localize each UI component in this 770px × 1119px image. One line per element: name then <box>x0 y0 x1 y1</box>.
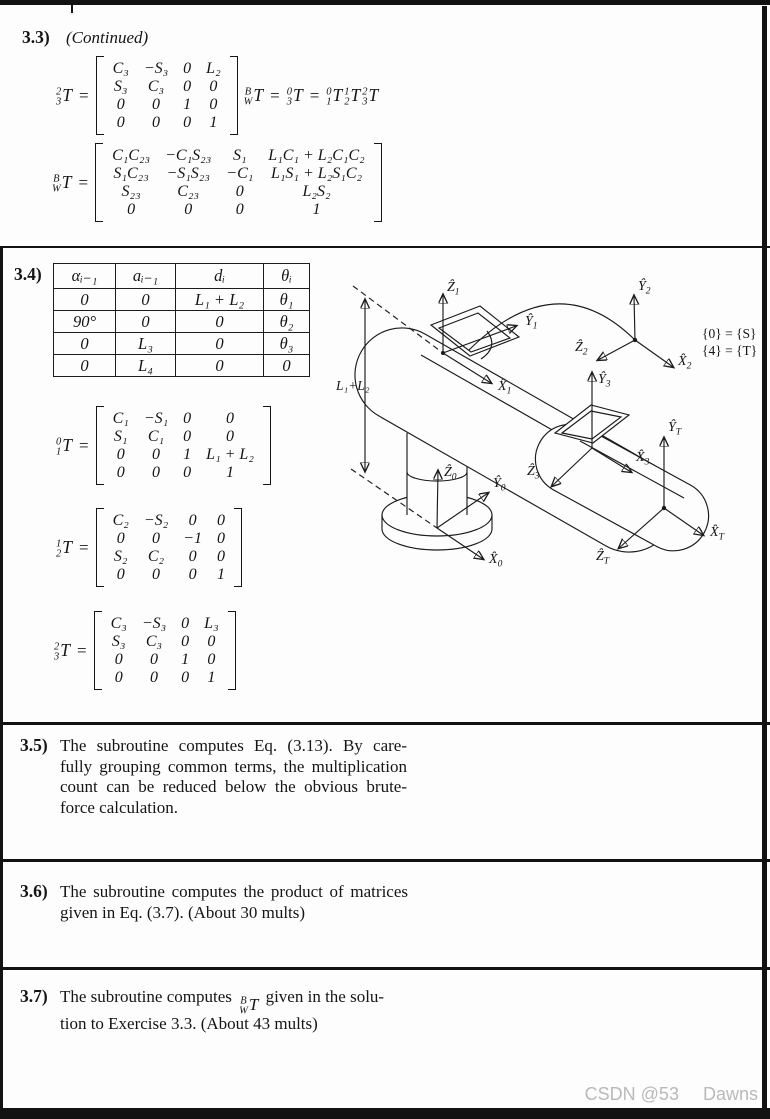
section-divider-1 <box>0 246 770 248</box>
y1-axis-label: $Ŷ_1$ <box>525 314 538 332</box>
x2-axis-arrow <box>635 340 673 367</box>
matrix-cell: 0 <box>116 96 125 113</box>
table-cell: L₃ <box>116 333 176 355</box>
matrix-cell: 0 <box>116 464 125 481</box>
matrix-cell: 0 <box>114 669 123 686</box>
text-line: The subroutine computes Eq. (3.13). By care- <box>60 736 407 755</box>
matrix-cell: −C₁S₂₃ <box>165 147 212 164</box>
page-border-bottom <box>0 1108 770 1119</box>
table-cell: 0 <box>116 289 176 311</box>
prescript-sup: 2 <box>56 86 62 98</box>
matrix-cell: 0 <box>183 60 192 77</box>
matrix-cell: 0 <box>209 78 218 95</box>
matrix-cell: 0 <box>151 566 160 583</box>
matrix-cell: S₂ <box>113 548 128 565</box>
matrix-cell: 0 <box>209 96 218 113</box>
matrix-cell: 1 <box>226 464 235 481</box>
text-line: The subroutine computes the product of matrices <box>60 882 408 901</box>
bracket-left <box>96 406 104 485</box>
t23-prescript <box>56 86 72 105</box>
section-divider-3 <box>0 859 770 862</box>
matrix-cell: L₂S₂ <box>302 183 331 200</box>
t23-prescript: 2 3 T <box>362 85 379 107</box>
frame-note-2: {4} = {T} <box>702 343 758 358</box>
equation-t23 <box>54 611 236 690</box>
matrix-cell: 0 <box>183 428 192 445</box>
matrix-cell: 0 <box>235 183 244 200</box>
equals-sign: = <box>76 640 87 660</box>
matrix-cell: C₂ <box>147 548 165 565</box>
matrix-cell: 0 <box>116 530 125 547</box>
table-header-cell: dᵢ <box>176 264 264 289</box>
matrix-cell: S₂₃ <box>121 183 141 200</box>
matrix-cell: −S₁S₂₃ <box>166 165 210 182</box>
text-line <box>60 987 414 1014</box>
bracket-left <box>96 56 104 135</box>
z2-axis-arrow <box>598 340 635 360</box>
robot-arm-diagram <box>333 257 767 605</box>
matrix-cell: 0 <box>151 114 160 131</box>
table-header-cell: θᵢ <box>264 264 310 289</box>
problem-label-3-3: 3.3) <box>22 27 50 47</box>
dh-parameter-table <box>53 263 310 377</box>
matrix-cell: −C₁ <box>226 165 254 182</box>
tbw-prescript: B W T <box>52 172 72 194</box>
matrix-cell: 0 <box>226 410 235 427</box>
matrix-cell: 0 <box>116 446 125 463</box>
matrix-cell: C₁C₂₃ <box>112 147 151 164</box>
page-border-tick <box>71 0 73 13</box>
equals-sign: = <box>78 85 89 105</box>
matrix-cell: 0 <box>207 633 216 650</box>
matrix-cell: −S₂ <box>143 512 169 529</box>
table-cell: 0 <box>116 311 176 333</box>
matrix-cell: 0 <box>216 512 225 529</box>
bracket-right <box>228 611 236 690</box>
matrix-cell: C₂ <box>112 512 129 529</box>
matrix-cell: L₁C₁ + L₂C₁C₂ <box>268 147 365 164</box>
z2-axis-label: Ẑ$_2$ <box>575 340 588 358</box>
continued-label: (Continued) <box>66 28 149 47</box>
matrix-cell: 1 <box>183 446 192 463</box>
matrix-cell: C₁ <box>112 410 129 427</box>
dimension-label: L₁+L₂ <box>336 378 370 393</box>
z0-axis-label: Ẑ$_0$ <box>444 465 457 483</box>
matrix-cell: L₁S₁ + L₂S₁C₂ <box>270 165 363 182</box>
text-line: given in Eq. (3.7). (About 30 mults) <box>60 902 306 922</box>
table-cell: 0 <box>54 289 116 311</box>
matrix-cell: −S₃ <box>143 60 169 77</box>
y2-axis-arrow <box>634 296 635 340</box>
problem-label-3-5: 3.5) <box>20 735 48 755</box>
equation-3-3-chain <box>244 86 379 106</box>
t12-prescript: 1 2 T <box>344 85 361 107</box>
table-cell: 0 <box>176 355 264 377</box>
matrix-t23-b <box>94 611 236 690</box>
table-cell: 0 <box>176 311 264 333</box>
equals-sign: = <box>78 537 89 557</box>
table-cell: 90° <box>54 311 116 333</box>
matrix-cell: C₃ <box>145 633 163 650</box>
matrix-cell: 0 <box>216 548 225 565</box>
matrix-cell: 0 <box>149 669 158 686</box>
xt-axis-label: $X̂_T$ <box>710 525 724 543</box>
tbw-prescript: B W T <box>239 995 259 1016</box>
frame-note-1: {0} = {S} <box>702 326 757 341</box>
x3-axis-label: $X̂_3$ <box>636 450 650 468</box>
matrix-cell: 0 <box>181 633 190 650</box>
bracket-left <box>94 611 102 690</box>
matrix-cell: C₃ <box>147 78 165 95</box>
matrix-cell: 0 <box>116 114 125 131</box>
matrix-t12 <box>96 508 242 587</box>
matrix-cell: S₁C₂₃ <box>113 165 149 182</box>
problem-label-3-6: 3.6) <box>20 881 48 901</box>
table-row <box>54 333 310 355</box>
matrix-t23 <box>96 56 238 135</box>
matrix-cell: 0 <box>114 651 123 668</box>
matrix-cell: 1 <box>181 651 190 668</box>
table-cell: 0 <box>54 333 116 355</box>
table-header-cell: αᵢ₋₁ <box>54 264 116 289</box>
text-segment: given in the solu- <box>265 987 385 1006</box>
matrix-cell: 0 <box>183 78 192 95</box>
matrix-cell: 0 <box>226 428 235 445</box>
matrix-cell: L₃ <box>204 615 219 632</box>
matrix-cell: 0 <box>183 464 192 481</box>
equation-3-3-first <box>56 56 378 135</box>
matrix-cell: 0 <box>149 651 158 668</box>
matrix-cell: 0 <box>183 114 192 131</box>
equation-t12 <box>56 508 242 587</box>
equals-sign: = <box>78 172 89 192</box>
matrix-cell: 0 <box>188 548 197 565</box>
tbw-prescript: B W T <box>243 85 264 107</box>
matrix-cell: 0 <box>116 566 125 583</box>
table-cell: θ₃ <box>264 333 310 355</box>
matrix-cell: 1 <box>216 566 225 583</box>
yt-axis-label: $Ŷ_T$ <box>668 420 682 438</box>
t03-prescript: 0 3 T <box>286 85 303 107</box>
matrix-t01 <box>96 406 271 485</box>
watermark <box>585 1084 758 1105</box>
table-cell: 0 <box>176 333 264 355</box>
zt-axis-label: Ẑ$_T$ <box>596 549 610 567</box>
matrix-cell: C₁ <box>147 428 165 445</box>
bracket-left <box>95 143 103 222</box>
matrix-cell: 0 <box>151 96 160 113</box>
x1-axis-label: $X̂_1$ <box>498 379 512 397</box>
text-line: count can be reduced below the obvious brute- <box>60 777 407 796</box>
table-cell: L₄ <box>116 355 176 377</box>
table-cell: θ₂ <box>264 311 310 333</box>
matrix-tbw <box>95 143 382 222</box>
table-row <box>54 355 310 377</box>
matrix-cell: 0 <box>181 615 190 632</box>
t23-prescript: 2 3 T <box>54 640 70 662</box>
page-border-left <box>0 246 3 1119</box>
matrix-cell: 0 <box>151 446 160 463</box>
prescript-base: T <box>62 85 72 105</box>
z1-axis-label: Ẑ$_1$ <box>447 280 460 298</box>
equation-3-3-second <box>52 143 382 222</box>
matrix-cell: C₂₃ <box>177 183 200 200</box>
matrix-cell: 0 <box>183 410 192 427</box>
matrix-cell: 1 <box>183 96 192 113</box>
matrix-cell: 0 <box>181 669 190 686</box>
t01-prescript: 0 1 T <box>56 435 72 457</box>
matrix-cell: L₁ + L₂ <box>206 446 254 463</box>
equals-sign: = <box>78 435 89 455</box>
matrix-cell: 0 <box>216 530 225 547</box>
answer-3-6 <box>60 882 408 923</box>
text-segment: The subroutine computes <box>60 987 232 1006</box>
answer-3-5 <box>60 736 407 818</box>
y0-axis-label: $Ŷ_0$ <box>493 476 506 494</box>
table-row <box>54 311 310 333</box>
matrix-cell: C₃ <box>112 60 129 77</box>
matrix-cell: 1 <box>207 669 216 686</box>
matrix-cell: S₁ <box>113 428 128 445</box>
matrix-cell: C₃ <box>110 615 127 632</box>
prescript-sub: 3 <box>56 96 62 107</box>
section-divider-4 <box>0 967 770 970</box>
table-header-cell: aᵢ₋₁ <box>116 264 176 289</box>
bracket-right <box>234 508 242 587</box>
t01-prescript: 0 1 T <box>326 85 343 107</box>
t12-prescript: 1 2 T <box>56 537 72 559</box>
matrix-cell: 1 <box>312 201 321 218</box>
watermark-text: Dawns <box>702 1084 758 1104</box>
text-line: fully grouping common terms, the multiplication <box>60 756 407 776</box>
bracket-right <box>263 406 271 485</box>
matrix-cell: 1 <box>209 114 218 131</box>
matrix-cell: −1 <box>183 530 202 547</box>
bracket-left <box>96 508 104 587</box>
matrix-cell: 0 <box>127 201 136 218</box>
table-cell: L₁ + L₂ <box>176 289 264 311</box>
matrix-cell: 0 <box>184 201 193 218</box>
page-border-top <box>0 0 770 5</box>
problem-label-3-4: 3.4) <box>14 264 42 284</box>
text-line: tion to Exercise 3.3. (About 43 mults) <box>60 1014 318 1033</box>
bracket-right <box>374 143 382 222</box>
table-cell: 0 <box>54 355 116 377</box>
matrix-cell: 0 <box>188 512 197 529</box>
answer-3-7 <box>60 987 414 1035</box>
matrix-cell: S₃ <box>111 633 126 650</box>
matrix-cell: −S₃ <box>141 615 167 632</box>
y2-axis-label: $Ŷ_2$ <box>638 279 651 297</box>
matrix-cell: S₁ <box>233 147 247 164</box>
table-cell: θ₁ <box>264 289 310 311</box>
equals-sign: = <box>309 85 320 105</box>
matrix-cell: −S₁ <box>143 410 169 427</box>
matrix-cell: 0 <box>235 201 244 218</box>
watermark-text: CSDN @53 <box>584 1084 679 1104</box>
equation-t01 <box>56 406 271 485</box>
z3-axis-label: Ẑ$_3$ <box>527 464 540 482</box>
bracket-right <box>230 56 238 135</box>
text-line: force calculation. <box>60 797 178 817</box>
section-divider-2 <box>0 722 770 725</box>
matrix-cell: L₂ <box>206 60 221 77</box>
matrix-cell: 0 <box>151 530 160 547</box>
equals-sign: = <box>270 85 280 105</box>
matrix-cell: 0 <box>188 566 197 583</box>
matrix-cell: S₃ <box>113 78 128 95</box>
problem-label-3-7: 3.7) <box>20 986 48 1006</box>
x2-axis-label: $X̂_2$ <box>678 354 692 372</box>
table-cell: 0 <box>264 355 310 377</box>
matrix-cell: 0 <box>207 651 216 668</box>
table-row <box>54 289 310 311</box>
y3-axis-label: $Ŷ_3$ <box>598 372 611 390</box>
x0-axis-label: $X̂_0$ <box>489 552 503 570</box>
matrix-cell: 0 <box>151 464 160 481</box>
